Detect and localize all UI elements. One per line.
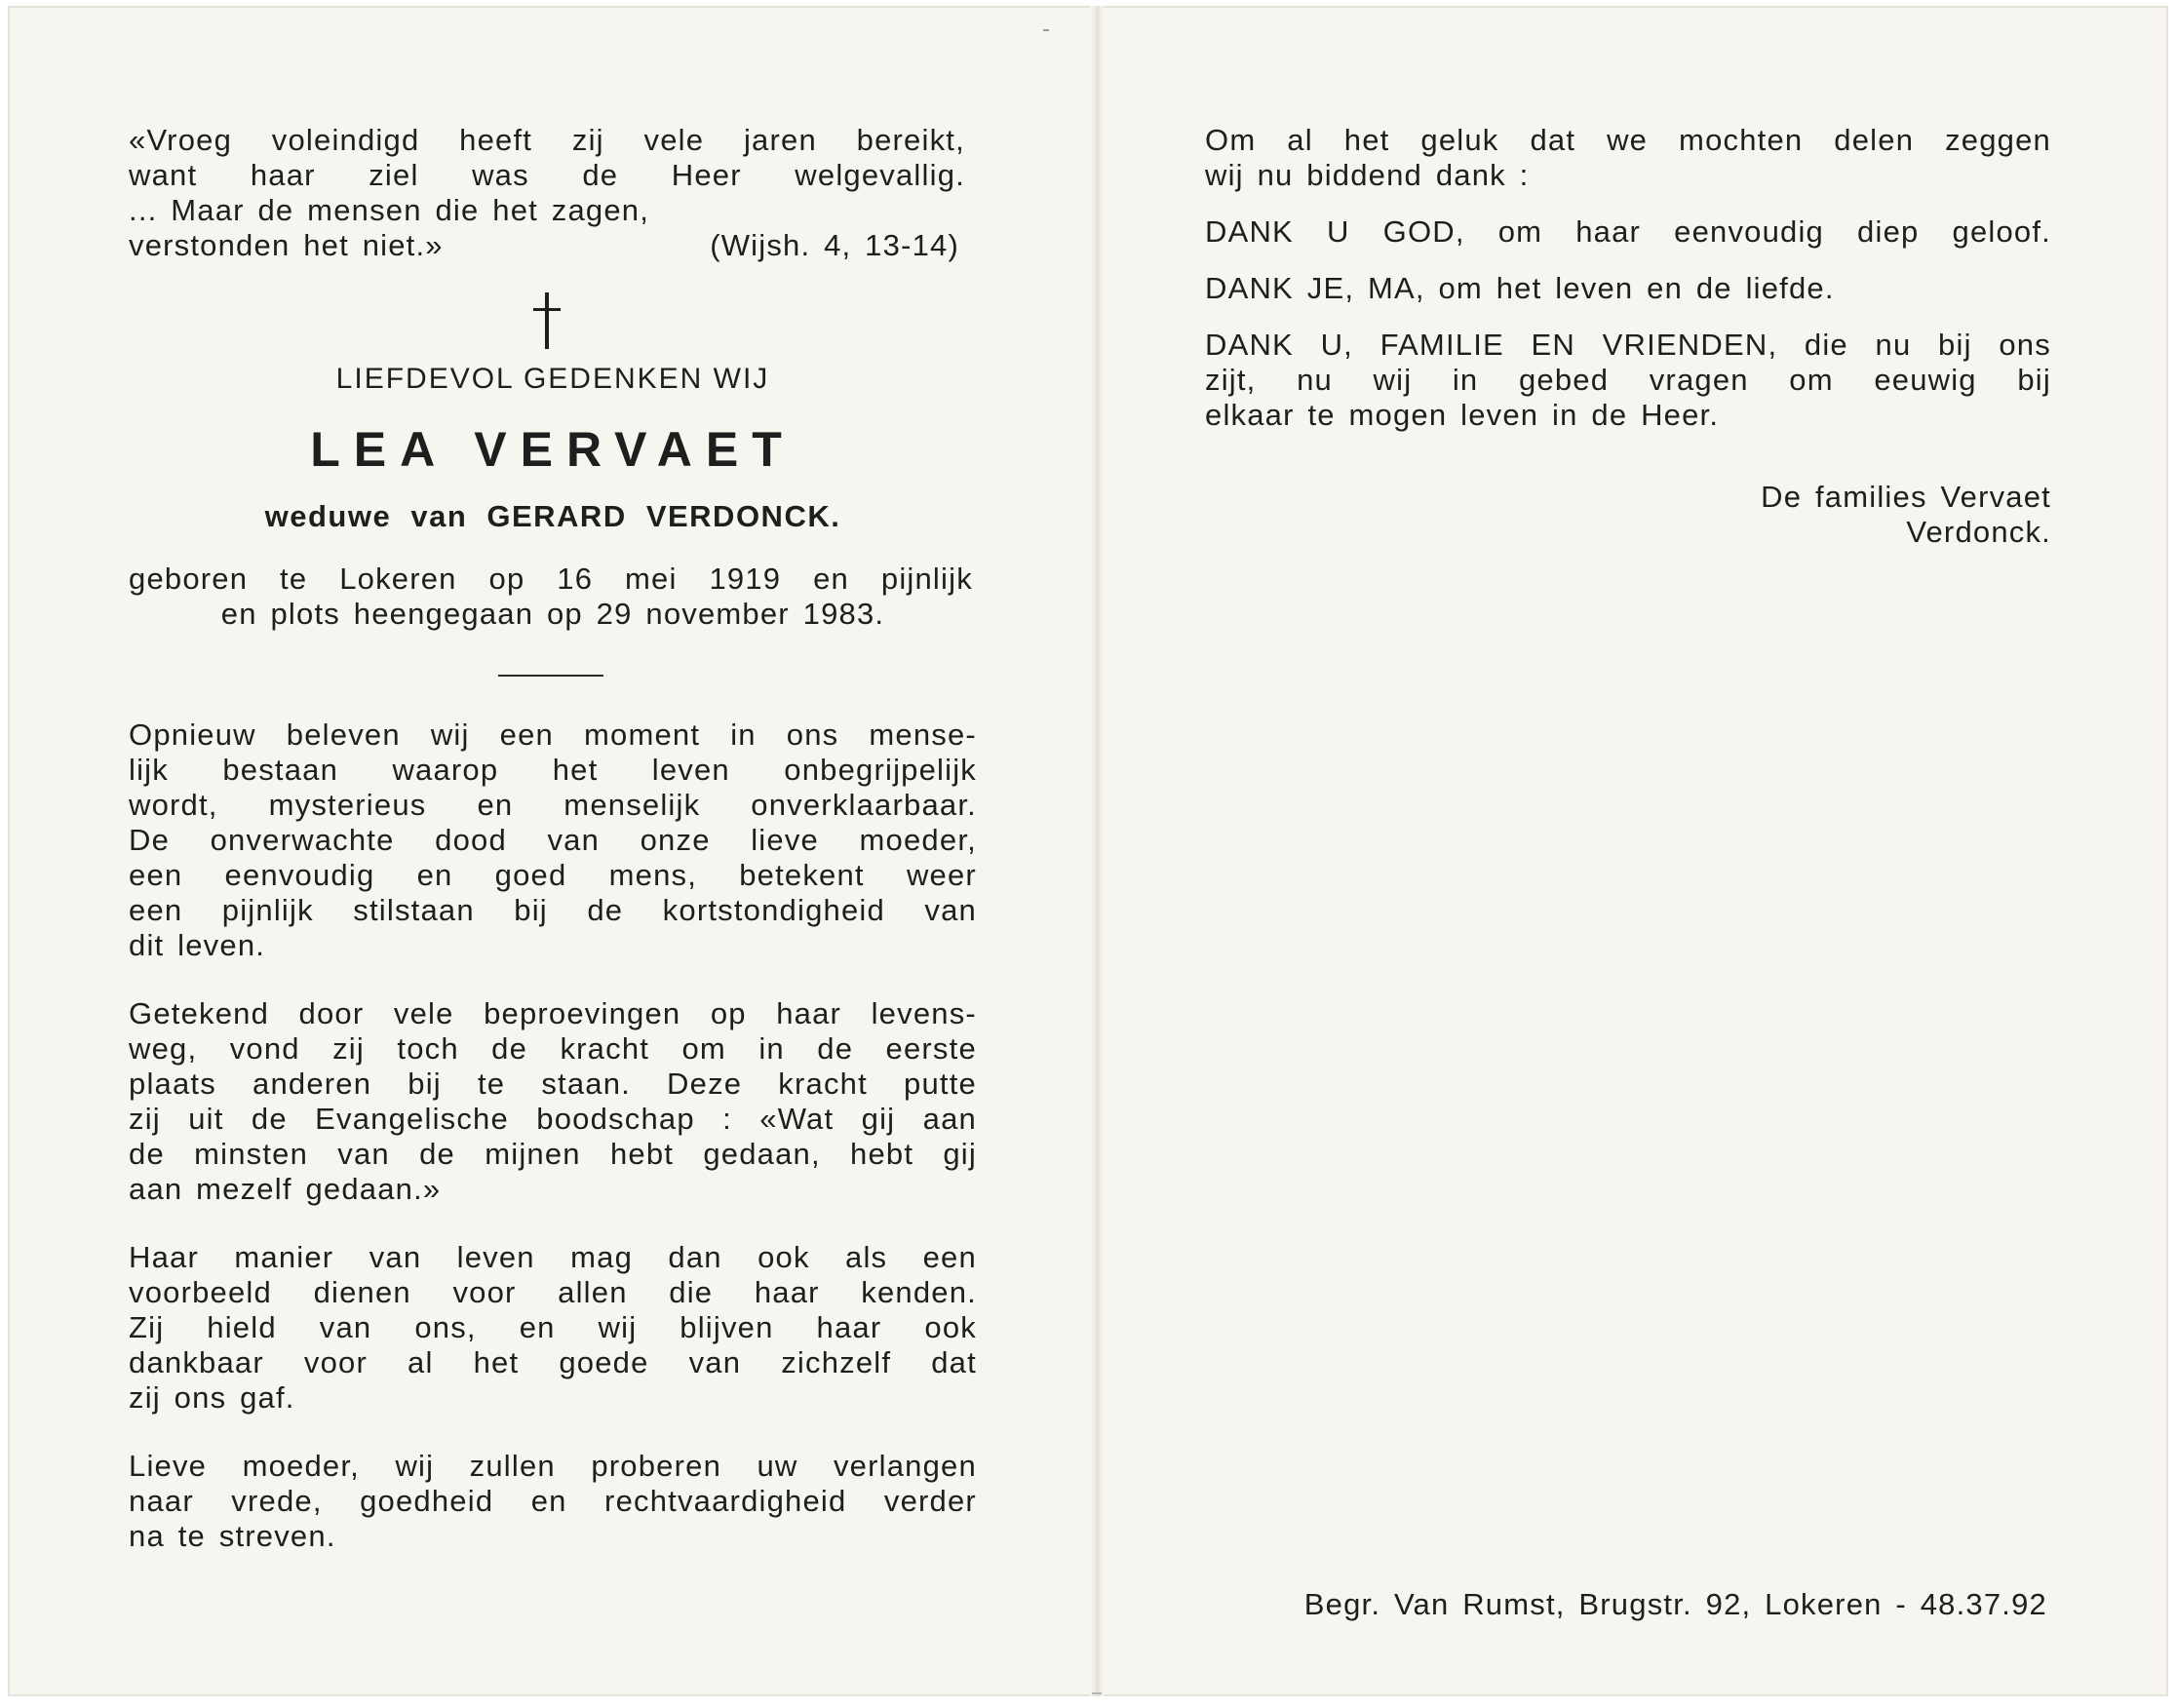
text-line [129,1484,977,1519]
word: en [530,1484,567,1518]
word: «Vroeg [129,123,233,157]
word: heeft [459,123,533,157]
text-line [1205,363,2051,398]
word: wij [430,718,470,752]
word: pijnlijk [880,562,973,596]
thanks-intro [1205,123,2051,193]
word: minsten [194,1137,309,1171]
quote-text: verstonden het niet.» [129,228,444,262]
word: ook [924,1310,977,1344]
word: ziel [369,158,419,192]
word: hebt [609,1137,675,1171]
signature-line: Verdonck. [1906,515,2051,549]
quote-line [129,123,965,158]
word: diep [1857,214,1920,249]
thanks-mother: DANK JE, MA, om het leven en de liefde. [1205,271,1835,305]
paragraph [129,1240,977,1416]
word: Zij [129,1310,165,1344]
word: GOD, [1382,214,1465,249]
word: DANK [1205,328,1294,362]
word: bereikt, [856,123,965,157]
funeral-director-imprint: Begr. Van Rumst, Brugstr. 92, Lokeren - 48.37.92 [1303,1587,2047,1621]
word: om [1789,363,1834,397]
word: in [730,718,757,752]
word: vele [643,123,705,157]
word: levens- [871,996,977,1030]
word: U [1326,214,1350,249]
word: haar [1575,214,1642,249]
text-line [129,823,977,858]
word: bestaan [222,753,339,787]
word: wij [598,1310,638,1344]
word: die [669,1275,714,1309]
text-line [129,1310,977,1345]
word: al [408,1345,434,1379]
word: voor [303,1345,369,1379]
word: bij [2017,363,2051,397]
word: goed [494,858,567,892]
fold-mark [1043,29,1049,31]
word: Evangelische [315,1102,509,1136]
word: «Wat [759,1102,835,1136]
paragraph [129,996,977,1207]
word: van [319,1310,372,1344]
word: nu [1875,328,1912,362]
word: de [817,1031,854,1066]
text-line [129,1031,977,1067]
word: een [922,1240,977,1274]
word: pijnlijk [221,893,314,927]
word: een [499,718,554,752]
word: bij [514,893,548,927]
birth-death-dates [129,562,977,632]
word: mei [625,562,678,596]
word: lijk [129,753,169,787]
word: plaats [129,1067,216,1101]
word: mysterieus [268,788,427,822]
word: Lokeren [339,562,457,596]
word: hield [207,1310,277,1344]
word: mens, [608,858,698,892]
word: naar [129,1484,194,1518]
word: geluk [1420,123,1499,157]
thanks-god [1205,214,2051,250]
word: dat [931,1345,977,1379]
word: anderen [253,1067,372,1101]
word: onbegrijpelijk [784,753,977,787]
word: onverklaarbaar. [751,788,977,822]
word: putte [904,1067,977,1101]
word: De [129,823,171,857]
word: zijt, [1205,363,1257,397]
word: gebed [1518,363,1610,397]
text-line: dit leven. [129,928,266,962]
text-line [129,788,977,823]
word: kortstondigheid [662,893,885,927]
word: onverwachte [210,823,395,857]
word: het [473,1345,520,1379]
word: van [547,823,601,857]
word: op [710,996,747,1030]
word: en [813,562,849,596]
word: uw [757,1449,798,1483]
word: Lieve [129,1449,208,1483]
word: dan [668,1240,722,1274]
word: Getekend [129,996,270,1030]
word: gij [943,1137,977,1171]
word: in [1452,363,1479,397]
word: Heer [671,158,742,192]
word: haar [250,158,316,192]
word: : [722,1102,732,1136]
word: mense- [869,718,977,752]
word: staan. [541,1067,631,1101]
family-signature [1205,480,2051,550]
word: weg, [129,1031,198,1066]
word: mag [570,1240,634,1274]
word: boodschap [536,1102,695,1136]
word: mijnen [485,1137,581,1171]
text-line [129,858,977,893]
word: blijven [680,1310,774,1344]
word: de [491,1031,528,1066]
word: hebt [850,1137,914,1171]
word: haar [754,1275,820,1309]
word: beleven [286,718,401,752]
date-line: en plots heengegaan op 29 november 1983. [220,597,885,631]
text-line [129,1345,977,1380]
word: dood [435,823,507,857]
quote-line: ... Maar de mensen die het zagen, [129,193,650,227]
date-line [129,562,973,597]
word: te [280,562,308,596]
word: verder [883,1484,977,1518]
word: want [129,158,198,192]
word: ook [758,1240,810,1274]
word: proberen [591,1449,722,1483]
word: vragen [1649,363,1749,397]
quote-line [129,158,965,193]
word: zullen [469,1449,556,1483]
word: in [758,1031,785,1066]
word: moeder, [859,823,977,857]
word: van [369,1240,422,1274]
word: een [129,893,183,927]
word: de [251,1102,288,1136]
word: 16 [557,562,594,596]
word: U, [1320,328,1353,362]
word: vele [393,996,454,1030]
word: leven [456,1240,535,1274]
word: delen [1834,123,1915,157]
word: weer [906,858,977,892]
scripture-quote [129,123,965,263]
word: en [519,1310,556,1344]
word: zij [571,123,604,157]
thanks-family [1205,328,2051,433]
word: om [1497,214,1543,249]
word: dankbaar [129,1345,264,1379]
word: eerste [885,1031,977,1066]
right-panel [1205,123,2051,550]
word: mochten [1679,123,1804,157]
word: betekent [739,858,865,892]
word: uit [188,1102,224,1136]
text-line [129,1240,977,1275]
word: moeder, [242,1449,360,1483]
word: van [688,1345,742,1379]
word: eenvoudig [1674,214,1824,249]
word: te [477,1067,506,1101]
text-line: zij ons gaf. [129,1380,295,1415]
word: we [1607,123,1649,157]
remembrance-heading: LIEFDEVOL GEDENKEN WIJ [335,363,770,395]
paragraph [129,1449,977,1554]
word: voorbeeld [129,1275,272,1309]
word: Haar [129,1240,199,1274]
word: voleindigd [271,123,420,157]
word: goedheid [360,1484,494,1518]
word: wordt, [129,788,218,822]
text-line [129,718,977,753]
word: en [477,788,514,822]
word: het [1343,123,1390,157]
word: waarop [392,753,499,787]
word: haar [816,1310,882,1344]
word: ons [1999,328,2051,362]
word: om [681,1031,726,1066]
word: de [419,1137,455,1171]
word: verlangen [833,1449,977,1483]
word: eenvoudig [224,858,375,892]
word: eeuwig [1874,363,1977,397]
word: nu [1297,363,1333,397]
text-line [129,996,977,1031]
signature-line: De families Vervaet [1761,480,2051,514]
word: al [1287,123,1313,157]
text-line [129,1275,977,1310]
word: moment [583,718,701,752]
word: bij [1938,328,1972,362]
word: manier [234,1240,334,1274]
word: lieve [751,823,819,857]
word: het [552,753,599,787]
text-line [129,753,977,788]
word: wij [1373,363,1413,397]
cross-icon [527,292,566,349]
word: zij [332,1031,365,1066]
text-line: aan mezelf gedaan.» [129,1172,442,1206]
word: rechtvaardigheid [604,1484,847,1518]
word: wij [395,1449,435,1483]
quote-line [129,228,965,263]
word: van [337,1137,390,1171]
word: onze [640,823,711,857]
left-panel [129,123,977,1554]
widow-of-line: weduwe van GERARD VERDONCK. [264,499,841,533]
deceased-name: LEA VERVAET [310,422,796,477]
word: menselijk [563,788,701,822]
paragraph [129,718,977,963]
word: jaren [743,123,817,157]
word: kracht [778,1067,868,1101]
word: allen [558,1275,628,1309]
word: welgevallig. [795,158,965,192]
text-line [129,1449,977,1484]
word: was [472,158,529,192]
word: kenden. [861,1275,977,1309]
text-line [1205,328,2051,363]
word: EN [1531,328,1576,362]
word: voor [452,1275,517,1309]
text-line [1205,123,2051,158]
word: DANK [1205,214,1294,249]
word: als [845,1240,888,1274]
word: kracht [560,1031,650,1066]
word: die [1804,328,1848,362]
word: zeggen [1945,123,2051,157]
word: goede [559,1345,649,1379]
word: 1919 [709,562,782,596]
divider [498,675,603,677]
word: op [488,562,525,596]
word: leven [651,753,730,787]
word: Deze [667,1067,743,1101]
card-fold [1090,6,1104,1696]
word: gij [861,1102,896,1136]
word: FAMILIE [1379,328,1504,362]
word: vond [229,1031,300,1066]
word: toch [397,1031,459,1066]
text-line [129,1137,977,1172]
word: bij [408,1067,442,1101]
quote-reference: (Wijsh. 4, 13-14) [710,228,959,262]
word: door [298,996,365,1030]
text-line [129,1102,977,1137]
text-line: na te streven. [129,1519,336,1553]
word: vrede, [231,1484,323,1518]
word: zij [129,1102,161,1136]
word: ons [786,718,839,752]
text-line: elkaar te mogen leven in de Heer. [1205,398,1720,432]
text-line [129,893,977,928]
word: VRIENDEN, [1602,328,1778,362]
word: beproevingen [484,996,681,1030]
word: Om [1205,123,1257,157]
word: Opnieuw [129,718,256,752]
word: stilstaan [353,893,475,927]
fold-mark [1092,1692,1102,1694]
word: en [416,858,453,892]
word: een [129,858,183,892]
word: de [587,893,624,927]
word: ons, [414,1310,477,1344]
word: zichzelf [781,1345,892,1379]
word: gedaan, [703,1137,821,1171]
word: de [582,158,619,192]
word: dat [1530,123,1576,157]
word: dienen [313,1275,411,1309]
text-line: wij nu biddend dank : [1205,158,1530,192]
word: de [129,1137,165,1171]
word: van [924,893,977,927]
word: aan [922,1102,977,1136]
word: geboren [129,562,249,596]
word: haar [776,996,842,1030]
text-line [129,1067,977,1102]
word: geloof. [1952,214,2051,249]
